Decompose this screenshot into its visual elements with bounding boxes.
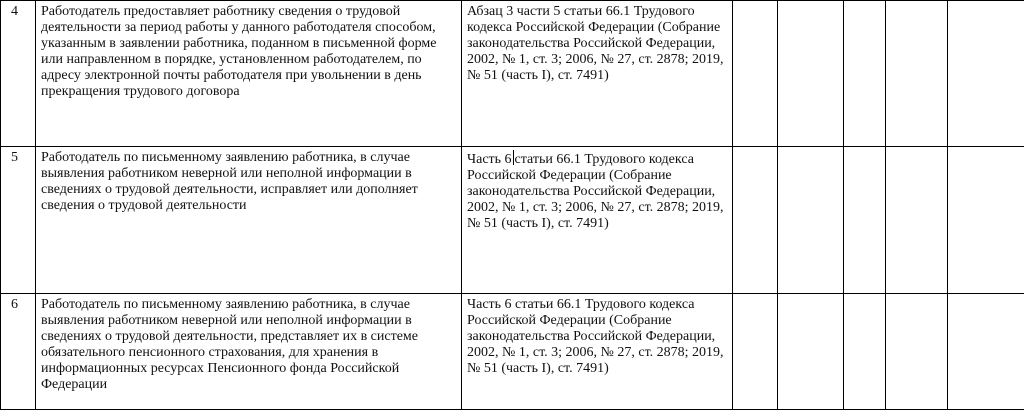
text-cursor: [513, 150, 514, 165]
empty-cell[interactable]: [948, 1, 1024, 147]
requirement-cell[interactable]: Работодатель по письменному заявлению работника, в случае выявления работником неверной или неполной информации в сведениях о трудовой деятельности, представляет их в системе обязательного пенсионного страхования, для хранения в информационных ресурсах Пенсионного фонда Российской Федерации: [36, 294, 462, 410]
row-number: 4: [1, 1, 36, 147]
table-row: [1, 147, 1024, 294]
empty-cell[interactable]: [733, 294, 778, 410]
empty-cell[interactable]: [778, 147, 844, 294]
empty-cell[interactable]: [844, 147, 886, 294]
row-number: 6: [1, 294, 36, 410]
empty-cell[interactable]: [886, 147, 948, 294]
empty-cell[interactable]: [844, 294, 886, 410]
empty-cell[interactable]: [886, 1, 948, 147]
reference-text-end: статьи 66.1 Трудового кодекса Российской Федерации (Собрание законодательства Российской Федерации, 2002, № 1, ст. 3; 2006, № 27, ст. 2878; 2019, № 51 (часть I), ст. 7491): [467, 152, 724, 231]
reference-text-start: Часть 6: [467, 152, 512, 167]
requirement-cell[interactable]: Работодатель по письменному заявлению работника, в случае выявления работником неверной или неполной информации в сведениях о трудовой деятельности, исправляет или дополняет сведения о трудовой деятельности: [36, 147, 462, 294]
empty-cell[interactable]: [844, 1, 886, 147]
row-number: 5: [1, 147, 36, 294]
requirement-cell[interactable]: Работодатель предоставляет работнику сведения о трудовой деятельности за период работы у данного работодателя способом, указанным в заявлении работника, поданном в письменной форме или направленном в порядке, установленном работодателем, по адресу электронной почты работодателя при увольнении в день прекращения трудового договора: [36, 1, 462, 147]
table-row: [1, 1, 1024, 147]
empty-cell[interactable]: [948, 147, 1024, 294]
legal-reference-cell[interactable]: Абзац 3 части 5 статьи 66.1 Трудового кодекса Российской Федерации (Собрание законодательства Российской Федерации, 2002, № 1, ст. 3; 2006, № 27, ст. 2878; 2019, № 51 (часть I), ст. 7491): [462, 1, 733, 147]
empty-cell[interactable]: [948, 294, 1024, 410]
empty-cell[interactable]: [778, 1, 844, 147]
empty-cell[interactable]: [733, 1, 778, 147]
empty-cell[interactable]: [886, 294, 948, 410]
empty-cell[interactable]: [733, 147, 778, 294]
legal-reference-cell[interactable]: Часть 6 статьи 66.1 Трудового кодекса Российской Федерации (Собрание законодательства Российской Федерации, 2002, № 1, ст. 3; 2006, № 27, ст. 2878; 2019, № 51 (часть I), ст. 7491): [462, 294, 733, 410]
legal-reference-cell[interactable]: [462, 147, 733, 294]
empty-cell[interactable]: [778, 294, 844, 410]
table-row: [1, 294, 1024, 410]
